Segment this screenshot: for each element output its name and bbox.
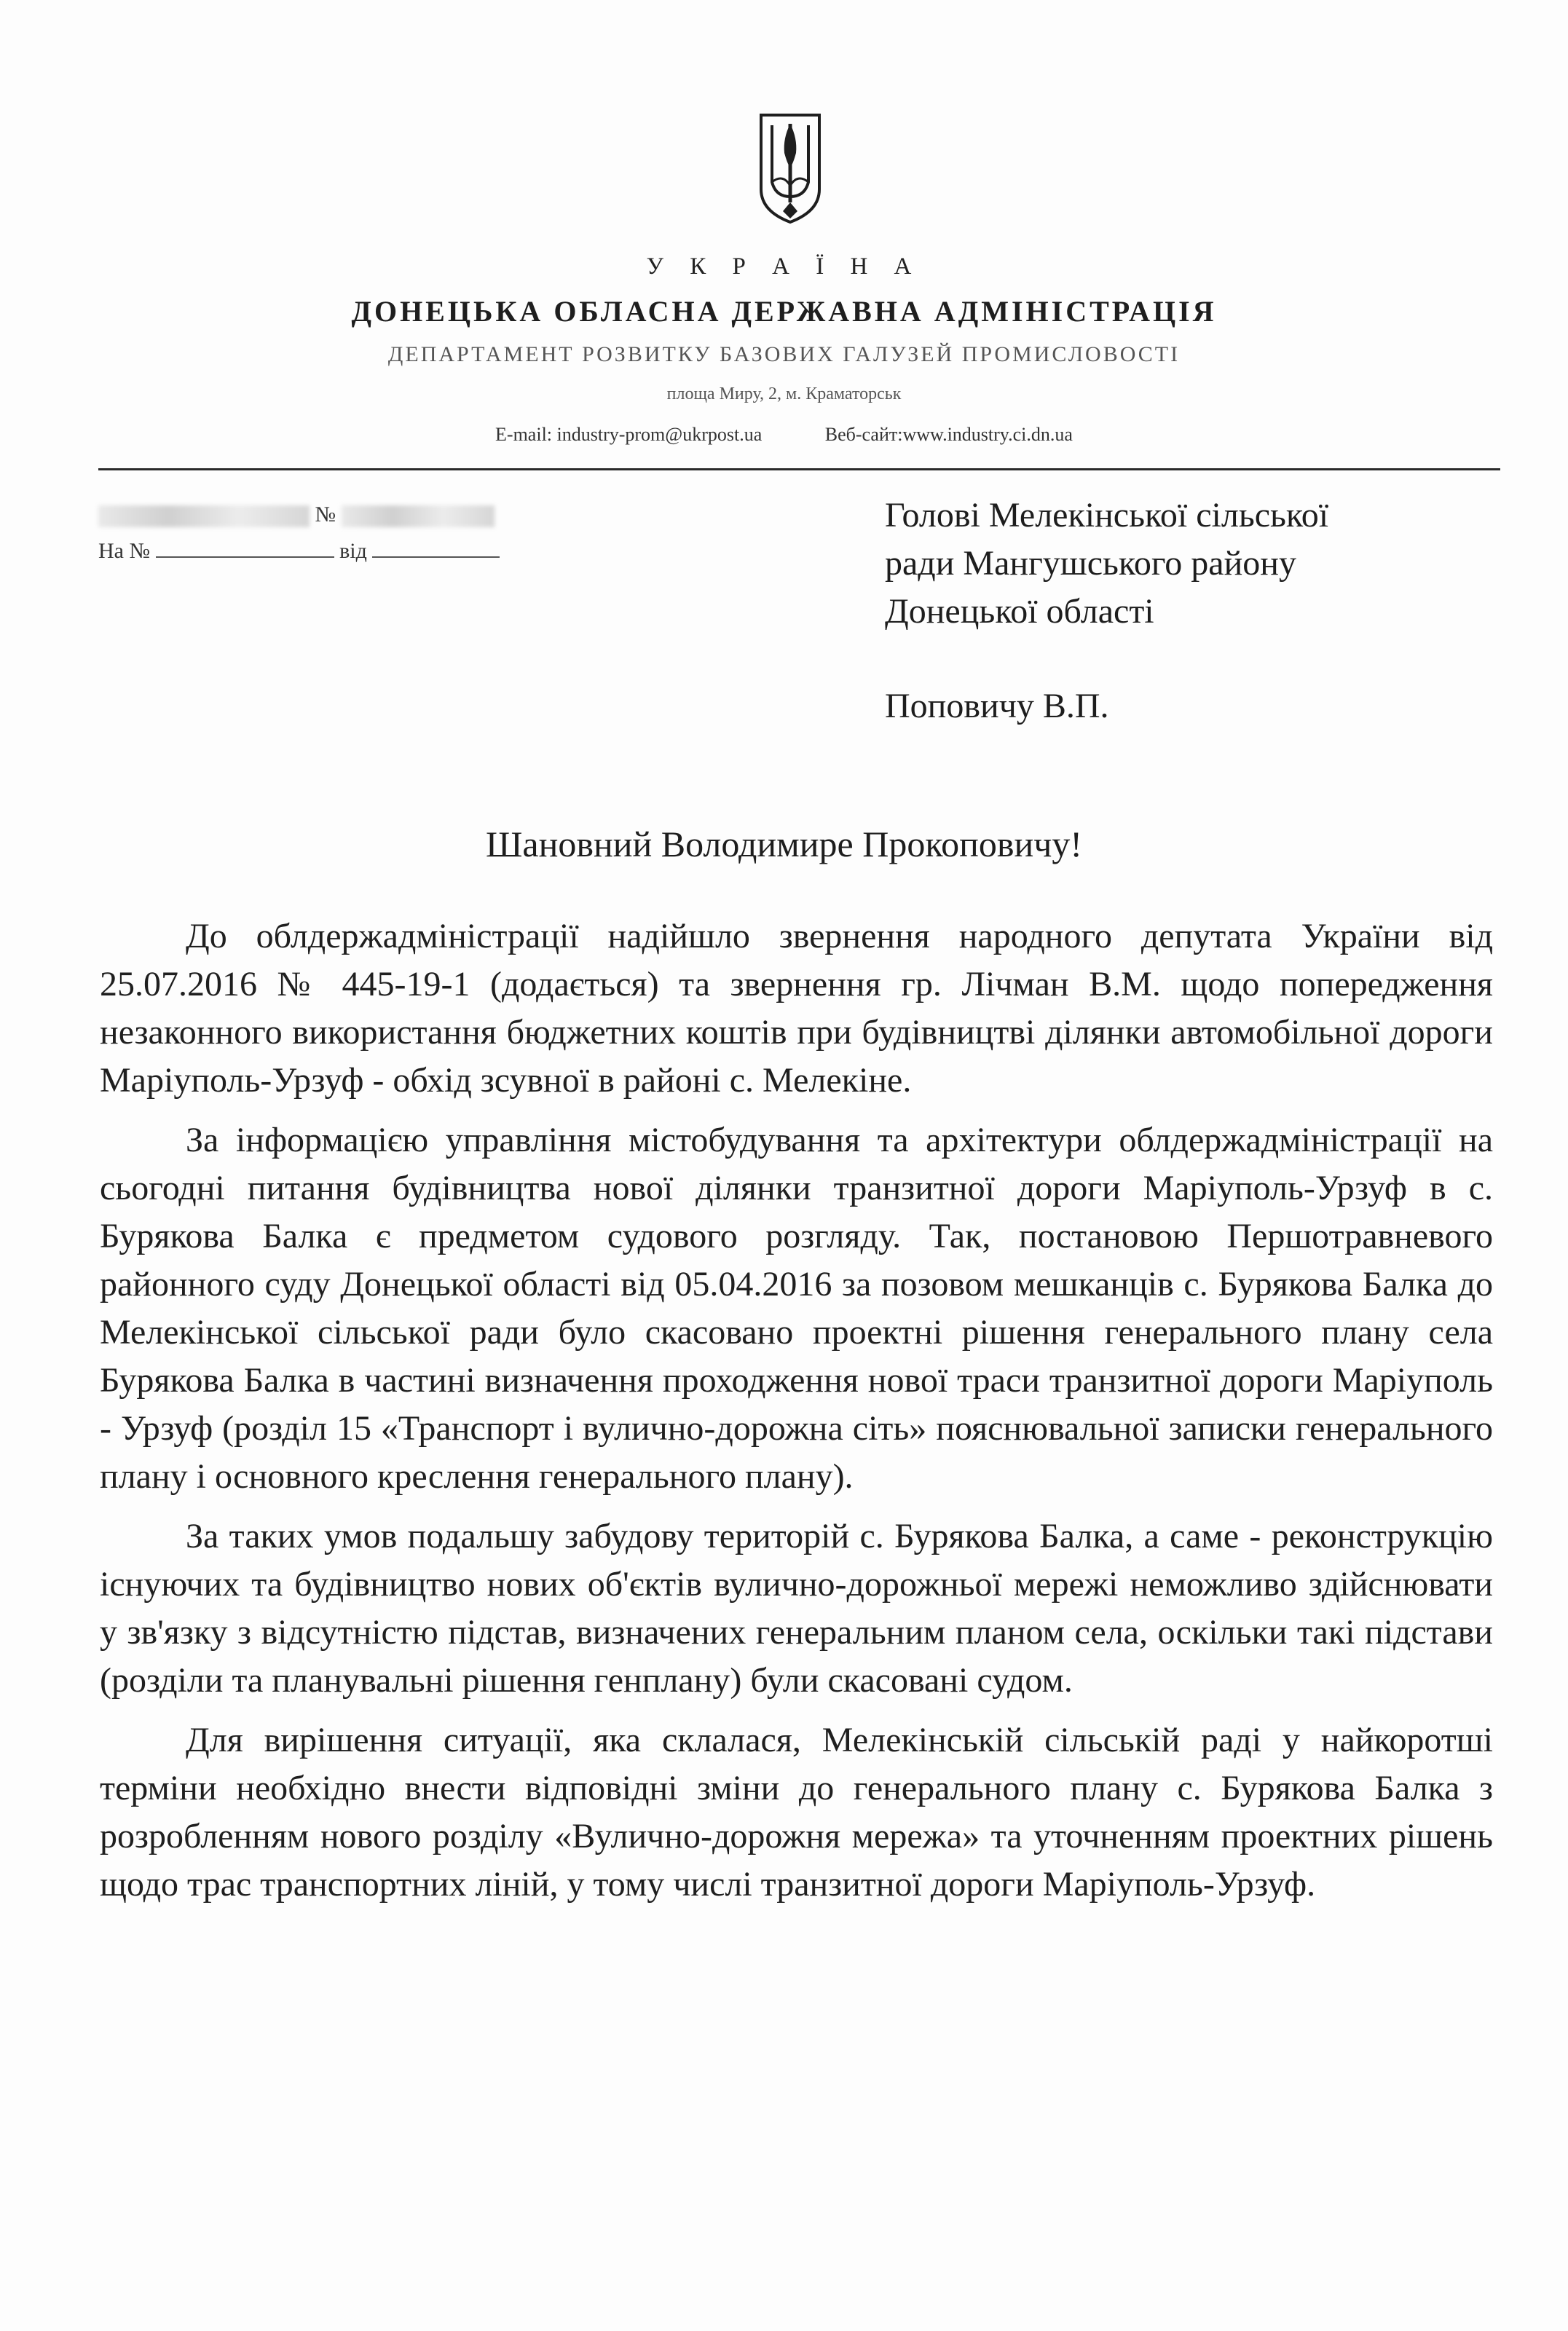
body-paragraph: Для вирішення ситуації, яка склалася, Мелекінській сільській раді у найкоротші терміни необхідно внести відповідні зміни до генерального плану с. Бурякова Балка з розробленням нового розділу «Вулично-дорожня мережа» та уточненням проектних рішень щодо трас транспортних ліній, у тому числі транзитної дороги Маріуполь-Урзуф. — [100, 1721, 1493, 1904]
coat-of-arms-icon — [754, 109, 827, 226]
addressee-block — [885, 492, 1328, 730]
header-divider — [98, 468, 1500, 470]
letterhead-email: E-mail: industry-prom@ukrpost.ua — [495, 424, 763, 445]
body-paragraph: За таких умов подальшу забудову територій с. Бурякова Балка, а саме - реконструкцію існуючих та будівництво нових об'єктів вулично-дорожньої мережі неможливо здійснювати у зв'язку з відсутністю підстав, визначених генеральним планом села, оскільки такі підстави (розділи та планувальні рішення генплану) були скасовані судом. — [100, 1517, 1493, 1700]
addressee-line: ради Мангушського району — [885, 544, 1296, 583]
reply-to-line — [98, 539, 500, 564]
redacted-number — [342, 505, 495, 527]
letterhead-country: У К Р А Ї Н А — [646, 253, 922, 280]
letter-body — [100, 912, 1493, 1920]
number-label: № — [315, 502, 336, 526]
letterhead-address: площа Миру, 2, м. Краматорськ — [666, 384, 902, 403]
body-paragraph: За інформацією управління містобудування та архітектури облдержадміністрації на сьогодні питання будівництва нової ділянки транзитної дороги Маріуполь-Урзуф в с. Бурякова Балка є предметом судового розгляду. Так, постановою Першотравневого районного суду Донецької області від 05.04.2016 за позовом мешканців с. Бурякова Балка до Мелекінської сільської ради було скасовано проектні рішення генерального плану села Бурякова Балка в частині визначення проходження нової траси транзитної дороги Маріуполь - Урзуф (розділ 15 «Транспорт і вулично-дорожна сіть» пояснювальної записки генерального плану і основного креслення генерального плану). — [100, 1121, 1493, 1496]
letterhead-department: ДЕПАРТАМЕНТ РОЗВИТКУ БАЗОВИХ ГАЛУЗЕЙ ПРОМИСЛОВОСТІ — [387, 342, 1181, 366]
outgoing-number-line — [98, 502, 495, 527]
letterhead-administration: ДОНЕЦЬКА ОБЛАСНА ДЕРЖАВНА АДМІНІСТРАЦІЯ — [351, 295, 1217, 328]
letterhead-website: Веб-сайт:www.industry.ci.dn.ua — [824, 424, 1073, 445]
salutation: Шановний Володимире Прокоповичу! — [485, 824, 1083, 864]
reply-to-label: На № — [98, 539, 151, 563]
body-paragraph: До облдержадміністрації надійшло звернення народного депутата України від 25.07.2016 № 445-19-1 (додається) та звернення гр. Лічман В.М. щодо попередження незаконного використання бюджетних коштів при будівництві ділянки автомобільної дороги Маріуполь-Урзуф - обхід зсувної в районі с. Мелекіне. — [100, 917, 1493, 1100]
from-label: від — [339, 539, 367, 563]
reply-date-blank — [372, 540, 500, 558]
redacted-date — [98, 505, 310, 527]
addressee-line: Голові Мелекінської сільської — [885, 496, 1329, 535]
addressee-name: Поповичу В.П. — [885, 687, 1109, 725]
letterhead-contacts — [0, 424, 1568, 446]
addressee-line: Донецької області — [885, 592, 1154, 631]
reply-number-blank — [156, 540, 334, 558]
